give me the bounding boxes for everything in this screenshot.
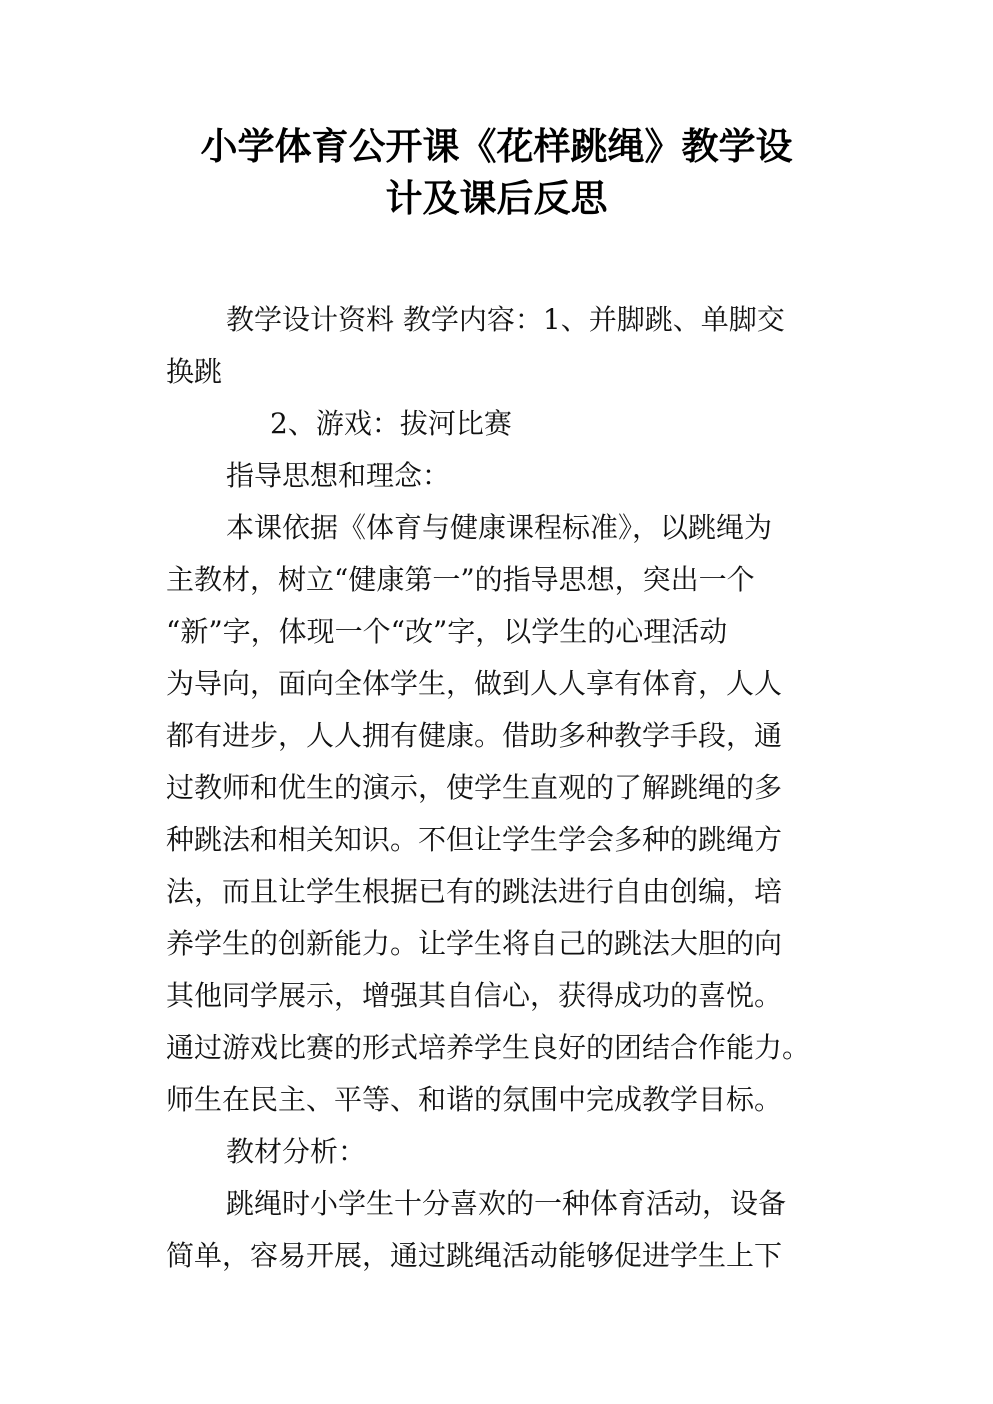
paragraph-line: 都有进步，人人拥有健康。借助多种教学手段，通 [166, 719, 783, 752]
paragraph-line: 本课依据《体育与健康课程标准》，以跳绳为 [226, 511, 773, 544]
paragraph-line: 种跳法和相关知识。不但让学生学会多种的跳绳方 [166, 823, 783, 856]
paragraph-line: 通过游戏比赛的形式培养学生良好的团结合作能力。 [166, 1031, 811, 1064]
paragraph-line: 法，而且让学生根据已有的跳法进行自由创编，培 [166, 875, 783, 908]
paragraph-line: 简单，容易开展，通过跳绳活动能够促进学生上下 [166, 1239, 783, 1272]
paragraph-line: 2、游戏：拔河比赛 [270, 407, 512, 440]
paragraph-line: 过教师和优生的演示，使学生直观的了解跳绳的多 [166, 771, 783, 804]
paragraph-line: 其他同学展示，增强其自信心，获得成功的喜悦。 [166, 979, 783, 1012]
document-title-line-2: 计及课后反思 [385, 177, 608, 220]
document-title-line-1: 小学体育公开课《花样跳绳》教学设 [200, 125, 793, 168]
section-heading: 指导思想和理念： [226, 459, 451, 492]
paragraph-line: 主教材，树立“健康第一”的指导思想，突出一个 [166, 563, 755, 596]
paragraph-line: 师生在民主、平等、和谐的氛围中完成教学目标。 [166, 1083, 783, 1116]
paragraph-line: 换跳 [166, 355, 223, 388]
paragraph-line: 教学设计资料 教学内容：1、并脚跳、单脚交 [226, 303, 785, 336]
paragraph-line: “新”字，体现一个“改”字，以学生的心理活动 [166, 615, 728, 648]
paragraph-line: 为导向，面向全体学生，做到人人享有体育，人人 [166, 667, 783, 700]
paragraph-line: 跳绳时小学生十分喜欢的一种体育活动，设备 [226, 1187, 787, 1220]
section-heading: 教材分析： [226, 1135, 367, 1168]
paragraph-line: 养学生的创新能力。让学生将自己的跳法大胆的向 [166, 927, 783, 960]
